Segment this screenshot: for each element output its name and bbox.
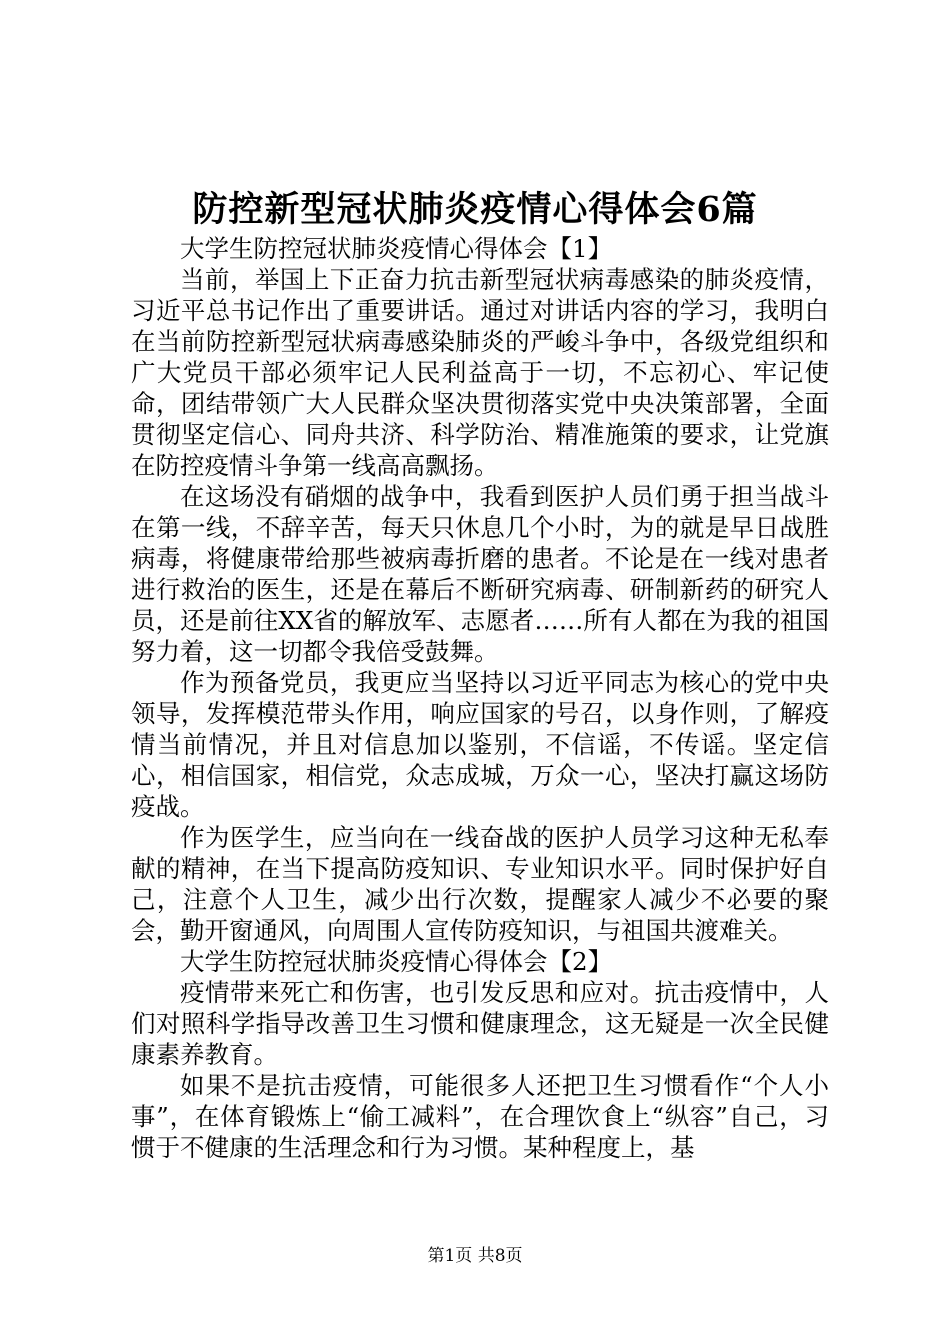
- document-body: [131, 233, 829, 1163]
- document-title: 防控新型冠状肺炎疫情心得体会6篇: [192, 189, 758, 230]
- section-heading: 大学生防控冠状肺炎疫情心得体会【1】: [180, 234, 613, 263]
- page-footer: 第1页 共8页: [427, 1246, 523, 1266]
- section-heading: 大学生防控冠状肺炎疫情心得体会【2】: [180, 947, 613, 976]
- paragraph: 作为预备党员，我更应当坚持以习近平同志为核心的党中央领导，发挥模范带头作用，响应国家的号召，以身作则，了解疫情当前情况，并且对信息加以鉴别，不信谣，不传谣。坚定信心，相信国家，相信党，众志成城，万众一心，坚决打赢这场防疫战。: [131, 668, 829, 821]
- paragraph: 如果不是抗击疫情，可能很多人还把卫生习惯看作“个人小事”，在体育锻炼上“偷工减料”，在合理饮食上“纵容”自己，习惯于不健康的生活理念和行为习惯。某种程度上，基: [131, 1071, 829, 1162]
- paragraph: 疫情带来死亡和伤害，也引发反思和应对。抗击疫情中，人们对照科学指导改善卫生习惯和健康理念，这无疑是一次全民健康素养教育。: [131, 978, 829, 1069]
- paragraph: 作为医学生，应当向在一线奋战的医护人员学习这种无私奉献的精神，在当下提高防疫知识、专业知识水平。同时保护好自己，注意个人卫生，减少出行次数，提醒家人减少不必要的聚会，勤开窗通风，向周围人宣传防疫知识，与祖国共渡难关。: [131, 823, 829, 945]
- paragraph: 在这场没有硝烟的战争中，我看到医护人员们勇于担当战斗在第一线，不辞辛苦，每天只休息几个小时，为的就是早日战胜病毒，将健康带给那些被病毒折磨的患者。不论是在一线对患者进行救治的医生，还是在幕后不断研究病毒、研制新药的研究人员，还是前往XX省的解放军、志愿者……所有人都在为我的祖国努力着，这一切都令我倍受鼓舞。: [131, 482, 829, 666]
- paragraph: 当前，举国上下正奋力抗击新型冠状病毒感染的肺炎疫情，习近平总书记作出了重要讲话。通过对讲话内容的学习，我明白在当前防控新型冠状病毒感染肺炎的严峻斗争中，各级党组织和广大党员干部必须牢记人民利益高于一切，不忘初心、牢记使命，团结带领广大人民群众坚决贯彻落实党中央决策部署，全面贯彻坚定信心、同舟共济、科学防治、精准施策的要求，让党旗在防控疫情斗争第一线高高飘扬。: [131, 265, 829, 480]
